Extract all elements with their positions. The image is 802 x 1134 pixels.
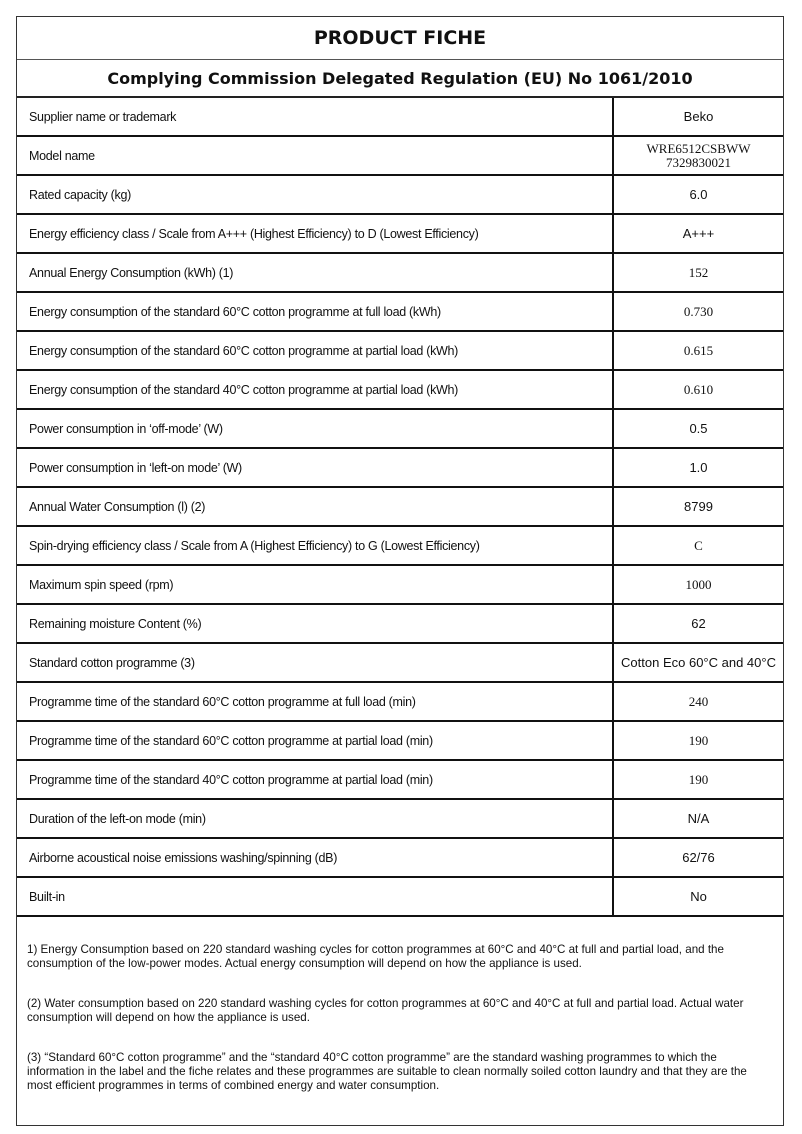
row-value: 190 <box>688 771 709 787</box>
product-fiche-table <box>16 16 784 1126</box>
table-row <box>17 722 783 761</box>
row-label: Duration of the left-on mode (min) <box>17 800 614 837</box>
table-row <box>17 566 783 605</box>
row-value: 1.0 <box>689 459 708 475</box>
row-value: 0.5 <box>689 420 708 436</box>
row-value: 190 <box>688 732 709 748</box>
row-value: No <box>690 888 707 904</box>
row-label: Annual Water Consumption (l) (2) <box>17 488 614 525</box>
page-title: PRODUCT FICHE <box>17 17 783 60</box>
row-label: Rated capacity (kg) <box>17 176 614 213</box>
table-row <box>17 878 783 917</box>
row-value: 1000 <box>685 576 712 592</box>
row-label: Power consumption in ‘off-mode’ (W) <box>17 410 614 447</box>
row-value: 62 <box>691 615 706 631</box>
row-value: 62/76 <box>682 849 715 865</box>
row-label: Spin-drying efficiency class / Scale from A (Highest Efficiency) to G (Lowest Efficiency) <box>17 527 614 564</box>
row-value: 240 <box>688 693 709 709</box>
row-value: 0.610 <box>683 381 714 397</box>
row-label: Built-in <box>17 878 614 915</box>
row-value: 8799 <box>684 498 713 514</box>
row-value: C <box>694 537 703 553</box>
row-label: Annual Energy Consumption (kWh) (1) <box>17 254 614 291</box>
row-label: Energy consumption of the standard 60°C cotton programme at full load (kWh) <box>17 293 614 330</box>
row-label: Energy efficiency class / Scale from A+++ (Highest Efficiency) to D (Lowest Efficiency) <box>17 215 614 252</box>
table-row <box>17 488 783 527</box>
table-row <box>17 449 783 488</box>
row-value: 152 <box>688 264 709 280</box>
row-label: Maximum spin speed (rpm) <box>17 566 614 603</box>
table-row <box>17 371 783 410</box>
row-label: Programme time of the standard 60°C cotton programme at partial load (min) <box>17 722 614 759</box>
row-value: A+++ <box>682 225 715 241</box>
table-row <box>17 332 783 371</box>
row-label: Standard cotton programme (3) <box>17 644 614 681</box>
table-row <box>17 254 783 293</box>
table-row <box>17 293 783 332</box>
table-row <box>17 176 783 215</box>
row-value: N/A <box>687 810 710 826</box>
row-label: Energy consumption of the standard 40°C cotton programme at partial load (kWh) <box>17 371 614 408</box>
footnote-3: (3) “Standard 60°C cotton programme” and the “standard 40°C cotton programme” are the standard washing programmes to which the information in the label and the fiche relates and these programmes are suitable to clean normally soiled cotton laundry and that they are the most efficient programmes in terms of combined energy and water consumption. <box>27 1051 747 1092</box>
table-row <box>17 761 783 800</box>
row-value: Beko <box>683 108 714 124</box>
regulation-subtitle: Complying Commission Delegated Regulation (EU) No 1061/2010 <box>17 60 783 98</box>
model-code: 7329830021 <box>666 154 731 170</box>
row-label: Model name <box>17 137 614 174</box>
table-row <box>17 215 783 254</box>
table-row <box>17 839 783 878</box>
footnotes <box>17 917 783 1125</box>
row-value: 0.615 <box>683 342 714 358</box>
row-label: Power consumption in ‘left-on mode’ (W) <box>17 449 614 486</box>
row-label: Energy consumption of the standard 60°C cotton programme at partial load (kWh) <box>17 332 614 369</box>
row-value <box>614 137 783 174</box>
row-value: Cotton Eco 60°C and 40°C <box>621 654 776 670</box>
table-row <box>17 98 783 137</box>
footnote-1: 1) Energy Consumption based on 220 standard washing cycles for cotton programmes at 60°C and 40°C at full and partial load, and the consumption of the low-power modes. Actual energy consumption will depend on how the appliance is used. <box>27 943 724 970</box>
table-row <box>17 605 783 644</box>
table-row <box>17 644 783 683</box>
row-label: Airborne acoustical noise emissions washing/spinning (dB) <box>17 839 614 876</box>
table-row <box>17 800 783 839</box>
row-label: Programme time of the standard 60°C cotton programme at full load (min) <box>17 683 614 720</box>
table-row <box>17 137 783 176</box>
row-value: 6.0 <box>689 186 708 202</box>
footnote-2: (2) Water consumption based on 220 standard washing cycles for cotton programmes at 60°C and 40°C at full and partial load. Actual water consumption will depend on how the appliance is used. <box>27 997 744 1024</box>
table-row <box>17 527 783 566</box>
row-label: Supplier name or trademark <box>17 98 614 135</box>
model-name: WRE6512CSBWW <box>646 140 751 156</box>
table-row <box>17 410 783 449</box>
row-label: Programme time of the standard 40°C cotton programme at partial load (min) <box>17 761 614 798</box>
row-value: 0.730 <box>683 303 714 319</box>
table-row <box>17 683 783 722</box>
spec-rows <box>17 98 783 917</box>
row-label: Remaining moisture Content (%) <box>17 605 614 642</box>
